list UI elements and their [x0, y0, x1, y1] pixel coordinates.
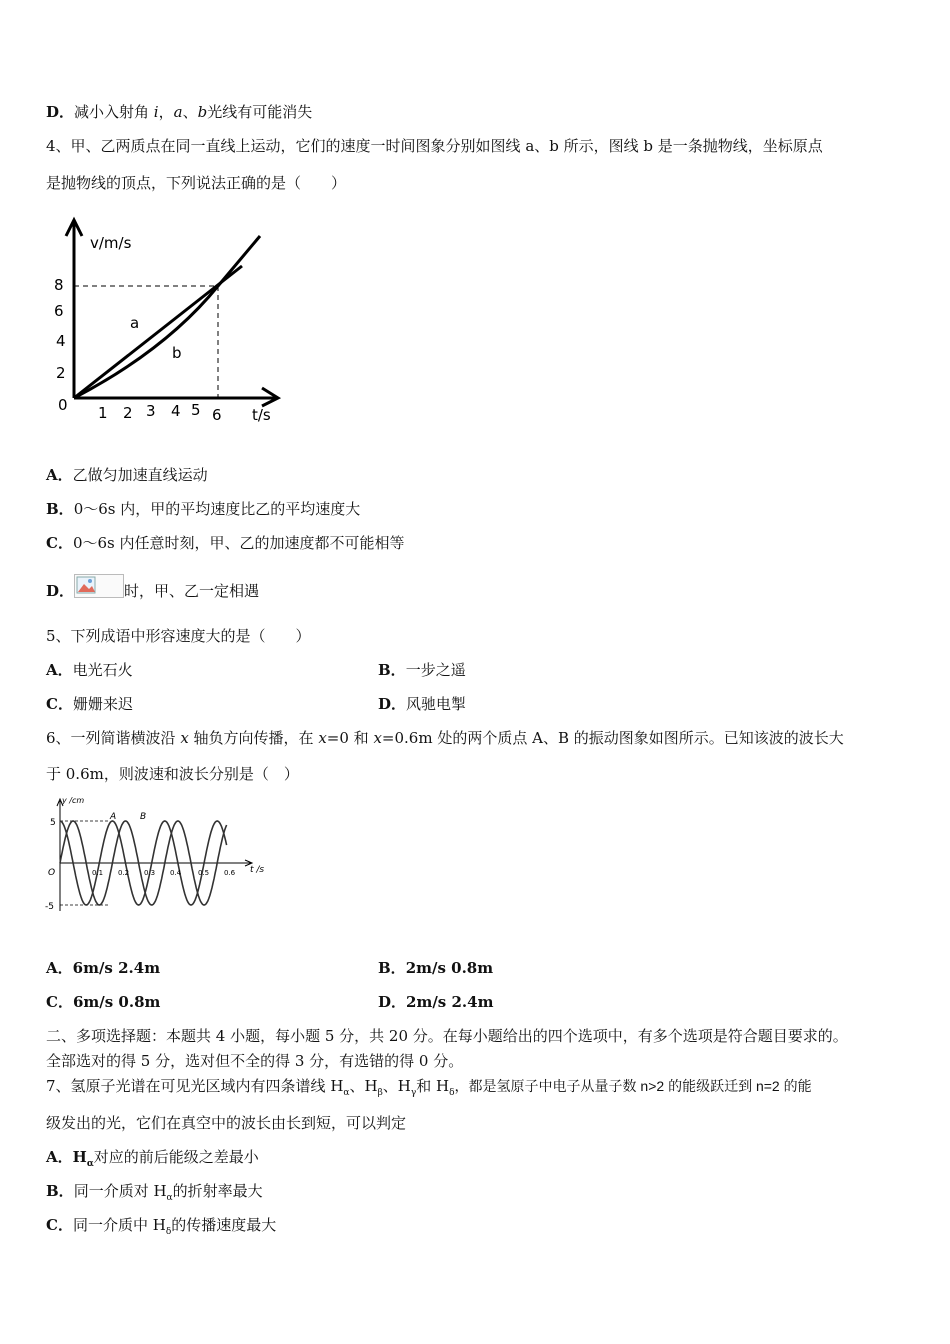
curve-a-label: a — [130, 314, 140, 332]
y-axis-label: y /cm — [62, 796, 85, 805]
q5-option-d — [378, 694, 466, 714]
var-a: a — [173, 103, 183, 121]
x-axis-label: t/s — [252, 406, 271, 424]
q3-option-d — [46, 102, 312, 122]
q6-option-b — [378, 958, 493, 978]
subscript: α — [86, 1159, 94, 1169]
origin-label: O — [48, 868, 56, 878]
option-text: 6m/s 2.4m — [72, 959, 161, 977]
option-label: B． — [46, 500, 74, 518]
x-tick-0.3: 0.3 — [144, 869, 156, 877]
stem-part: =0.6m 处的两个质点 A、B 的振动图象如图所示。已知该波的波长大 — [381, 729, 844, 747]
stem-part: 和 H — [416, 1077, 450, 1095]
option-label: A． — [46, 661, 73, 679]
option-text: 一步之遥 — [405, 661, 466, 679]
x-axis-label: t /s — [250, 865, 265, 875]
separator: 、 — [182, 103, 198, 121]
y-top-label: 5 — [50, 818, 56, 828]
q6-option-d — [378, 992, 493, 1012]
option-text: 姗姗来迟 — [72, 695, 133, 713]
var-x: x — [180, 729, 189, 747]
curve-a-label: A — [110, 812, 117, 822]
var-x: x — [318, 729, 327, 747]
x-tick-0.2: 0.2 — [118, 869, 130, 877]
option-text: 电光石火 — [72, 661, 133, 679]
section2-instructions-line1: 二、多项选择题：本题共 4 小题，每小题 5 分，共 20 分。在每小题给出的四个选项中，有多个选项是符合题目要求的。 — [46, 1027, 848, 1045]
option-text: 0～6s 内任意时刻，甲、乙的加速度都不可能相等 — [72, 534, 405, 552]
option-label: A． — [46, 466, 73, 484]
option-text-tail: 对应的前后能级之差最小 — [93, 1148, 259, 1166]
subscript: δ — [449, 1088, 455, 1098]
q4-vt-graph — [46, 210, 296, 430]
q6-option-a — [46, 958, 160, 978]
x-tick-2: 2 — [123, 404, 133, 422]
x-tick-6: 6 — [212, 406, 222, 424]
option-label: C． — [46, 695, 73, 713]
y-tick-0: 0 — [58, 396, 68, 414]
y-axis-label: v/m/s — [90, 234, 132, 252]
q4-stem-line2: 是抛物线的顶点，下列说法正确的是（ ） — [46, 174, 347, 192]
option-label: B． — [378, 959, 406, 977]
subscript: δ — [165, 1227, 172, 1237]
q4-option-d — [46, 580, 259, 604]
x-tick-0.4: 0.4 — [170, 869, 182, 877]
stem-part: 6、一列简谐横波沿 — [46, 729, 181, 747]
option-text: 6m/s 0.8m — [72, 993, 161, 1011]
broken-image-icon — [74, 574, 124, 598]
subscript: α — [343, 1088, 350, 1098]
q4-option-c — [46, 533, 405, 553]
subscript: α — [166, 1193, 173, 1203]
q6-option-c — [46, 992, 160, 1012]
option-text: 0～6s 内，甲的平均速度比乙的平均速度大 — [73, 500, 361, 518]
option-text: 同一介质对 H — [73, 1182, 167, 1200]
q6-vibration-graph — [40, 793, 270, 918]
curve-b-label: B — [140, 812, 147, 822]
q7-stem-line2: 级发出的光，它们在真空中的波长由长到短，可以判定 — [46, 1114, 407, 1132]
option-label: D． — [46, 103, 75, 121]
option-label: D． — [378, 993, 407, 1011]
option-text: 风驰电掣 — [406, 695, 467, 713]
x-tick-1: 1 — [98, 404, 108, 422]
subscript: β — [377, 1088, 383, 1098]
section2-instructions-line2: 全部选对的得 5 分，选对但不全的得 3 分，有选错的得 0 分。 — [46, 1052, 464, 1070]
y-bottom-label: -5 — [45, 902, 54, 912]
option-label: D． — [46, 582, 75, 600]
stem-part: 、H — [349, 1077, 378, 1095]
option-label: D． — [378, 695, 407, 713]
stem-part: 、H — [382, 1077, 411, 1095]
option-label: C． — [46, 1216, 73, 1234]
q7-stem-line1 — [46, 1076, 812, 1103]
option-text: H — [72, 1148, 87, 1166]
option-text-tail: 的折射率最大 — [172, 1182, 263, 1200]
var-b: b — [197, 103, 208, 121]
subscript: γ — [410, 1088, 417, 1098]
y-tick-6: 6 — [54, 302, 64, 320]
x-tick-0.1: 0.1 — [92, 869, 104, 877]
option-text: 2m/s 2.4m — [406, 993, 494, 1011]
q5-option-b — [378, 660, 466, 680]
option-text: 2m/s 0.8m — [405, 959, 494, 977]
option-label: B． — [378, 661, 406, 679]
q5-stem: 5、下列成语中形容速度大的是（ ） — [46, 627, 311, 645]
q5-option-c — [46, 694, 133, 714]
q4-stem-line1: 4、甲、乙两质点在同一直线上运动，它们的速度一时间图象分别如图线 a、b 所示，图线 b 是一条抛物线，坐标原点 — [46, 137, 823, 155]
x-tick-0.6: 0.6 — [224, 869, 236, 877]
x-tick-0.5: 0.5 — [198, 869, 210, 877]
var-x: x — [373, 729, 382, 747]
stem-part: 7、氢原子光谱在可见光区域内有四条谱线 H — [46, 1077, 344, 1095]
q4-option-a — [46, 465, 208, 485]
option-label: A． — [46, 959, 73, 977]
x-tick-3: 3 — [146, 402, 156, 420]
q7-option-a — [46, 1147, 259, 1174]
y-tick-2: 2 — [56, 364, 66, 382]
stem-part: =0 和 — [326, 729, 374, 747]
q6-stem-line2: 于 0.6m，则波速和波长分别是（ ） — [46, 765, 299, 783]
y-tick-8: 8 — [54, 276, 64, 294]
curve-b-label: b — [172, 344, 182, 362]
q7-option-b — [46, 1181, 263, 1208]
stem-part: 轴负方向传播，在 — [188, 729, 319, 747]
option-text: 时，甲、乙一定相遇 — [124, 582, 260, 600]
q4-option-b — [46, 499, 360, 519]
x-tick-4: 4 — [171, 402, 181, 420]
var-i: i — [153, 103, 159, 121]
option-text-tail: 光线有可能消失 — [207, 103, 313, 121]
option-text: 同一介质中 H — [72, 1216, 166, 1234]
q5-option-a — [46, 660, 133, 680]
option-text: 减小入射角 — [74, 103, 154, 121]
option-label: C． — [46, 534, 73, 552]
option-label: A． — [46, 1148, 73, 1166]
option-label: C． — [46, 993, 73, 1011]
option-text: 乙做匀加速直线运动 — [72, 466, 208, 484]
q6-stem-line1 — [46, 728, 844, 748]
curve-b-parabola — [74, 236, 260, 398]
x-tick-5: 5 — [191, 401, 201, 419]
q7-option-c — [46, 1215, 276, 1242]
option-text-tail: 的传播速度最大 — [171, 1216, 277, 1234]
stem-part: ，都是氢原子中电子从量子数 n>2 的能级跃迁到 n=2 的能 — [454, 1078, 812, 1094]
separator: ， — [158, 103, 174, 121]
option-label: B． — [46, 1182, 74, 1200]
y-tick-4: 4 — [56, 332, 66, 350]
